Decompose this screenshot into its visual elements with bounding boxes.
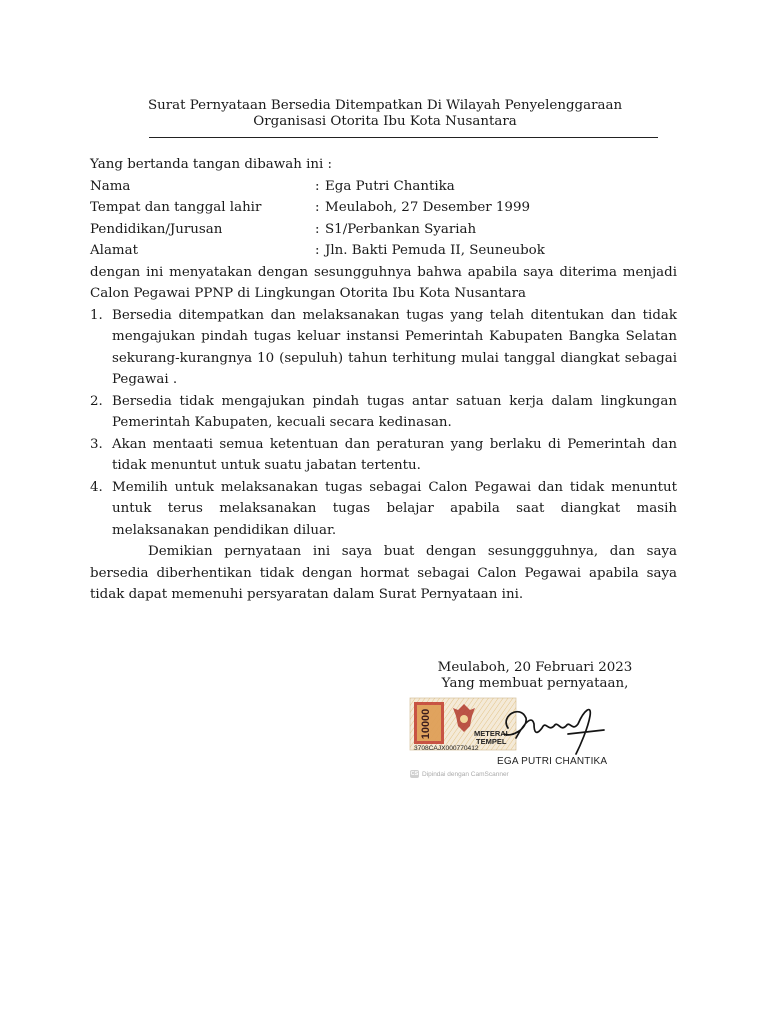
document-body bbox=[90, 154, 677, 606]
identity-separator: : bbox=[315, 200, 320, 215]
stamp-label-line2: TEMPEL bbox=[476, 737, 507, 746]
title-underline bbox=[149, 137, 658, 138]
list-item bbox=[90, 434, 677, 477]
scanner-text: Dipindai dengan CamScanner bbox=[422, 770, 509, 778]
identity-label: Tempat dan tanggal lahir bbox=[90, 200, 262, 215]
identity-row-birth bbox=[90, 197, 677, 219]
identity-row-education bbox=[90, 219, 677, 241]
list-text: Bersedia tidak mengajukan pindah tugas antar satuan kerja dalam lingkungan Pemerintah Kabupaten, kecuali secara kedinasan. bbox=[112, 393, 677, 430]
identity-value: S1/Perbankan Syariah bbox=[325, 221, 477, 237]
list-number: 3. bbox=[90, 436, 103, 452]
identity-row-address bbox=[90, 240, 677, 262]
closing-paragraph: Demikian pernyataan ini saya buat dengan sesunggguhnya, dan saya bersedia diberhentikan tidak dengan hormat sebagai Calon Pegawai apabila saya tidak dapat memenuhi persyaratan dalam Surat Pernyataan ini. bbox=[90, 544, 677, 602]
stamp-denomination: 10000 bbox=[420, 708, 432, 740]
list-text: Akan mentaati semua ketentuan dan peraturan yang berlaku di Pemerintah dan tidak menuntut untuk suatu jabatan tertentu. bbox=[112, 436, 677, 473]
camscanner-icon: CS bbox=[410, 771, 419, 777]
identity-row-name bbox=[90, 176, 677, 198]
signer-name: EGA PUTRI CHANTIKA bbox=[497, 756, 608, 767]
identity-label: Alamat bbox=[90, 243, 138, 258]
identity-block bbox=[90, 176, 677, 262]
meterai-stamp bbox=[410, 698, 516, 752]
identity-separator: : bbox=[315, 221, 320, 237]
statement-text: dengan ini menyatakan dengan sesungguhnya bahwa apabila saya diterima menjadi Calon Pegawai PPNP di Lingkungan Otorita Ibu Kota Nusantara bbox=[90, 264, 677, 301]
list-text: Bersedia ditempatkan dan melaksanakan tugas yang telah ditentukan dan tidak mengajukan pindah tugas keluar instansi Pemerintah Kabupaten Bangka Selatan sekurang-kurangnya 10 (sepuluh) tahun terhitung mulai tanggal diangkat sebagai Pegawai . bbox=[112, 307, 677, 387]
list-item bbox=[90, 391, 677, 434]
list-number: 4. bbox=[90, 479, 103, 495]
commitment-list bbox=[90, 305, 677, 542]
identity-label: Nama bbox=[90, 178, 131, 194]
handwritten-signature bbox=[504, 710, 604, 754]
title-line-1: Surat Pernyataan Bersedia Ditempatkan Di Wilayah Penyelenggaraan bbox=[147, 98, 623, 113]
identity-separator: : bbox=[315, 243, 320, 258]
list-text: Memilih untuk melaksanakan tugas sebagai Calon Pegawai dan tidak menuntut untuk terus melaksanakan tugas belajar apabila saat diangkat masih melaksanakan pendidikan diluar. bbox=[112, 479, 677, 538]
stamp-label-line1: METERAI bbox=[474, 729, 508, 738]
identity-separator: : bbox=[315, 178, 320, 194]
identity-label: Pendidikan/Jurusan bbox=[90, 221, 223, 237]
place-date: Meulaboh, 20 Februari 2023 bbox=[437, 660, 633, 675]
title-line-2: Organisasi Otorita Ibu Kota Nusantara bbox=[253, 114, 517, 129]
list-number: 2. bbox=[90, 393, 103, 409]
signature-block bbox=[400, 660, 670, 692]
intro-text: Yang bertanda tangan dibawah ini : bbox=[90, 157, 333, 172]
identity-value: Meulaboh, 27 Desember 1999 bbox=[325, 200, 530, 215]
stamp-serial: 3708CAJX000770412 bbox=[414, 745, 479, 752]
list-number: 1. bbox=[90, 307, 103, 323]
document-title bbox=[90, 98, 680, 130]
signer-role: Yang membuat pernyataan, bbox=[441, 676, 629, 691]
identity-value: Jln. Bakti Pemuda II, Seuneubok bbox=[325, 243, 545, 258]
identity-value: Ega Putri Chantika bbox=[325, 178, 455, 194]
scanner-watermark bbox=[410, 770, 580, 778]
list-item bbox=[90, 477, 677, 542]
list-item bbox=[90, 305, 677, 391]
